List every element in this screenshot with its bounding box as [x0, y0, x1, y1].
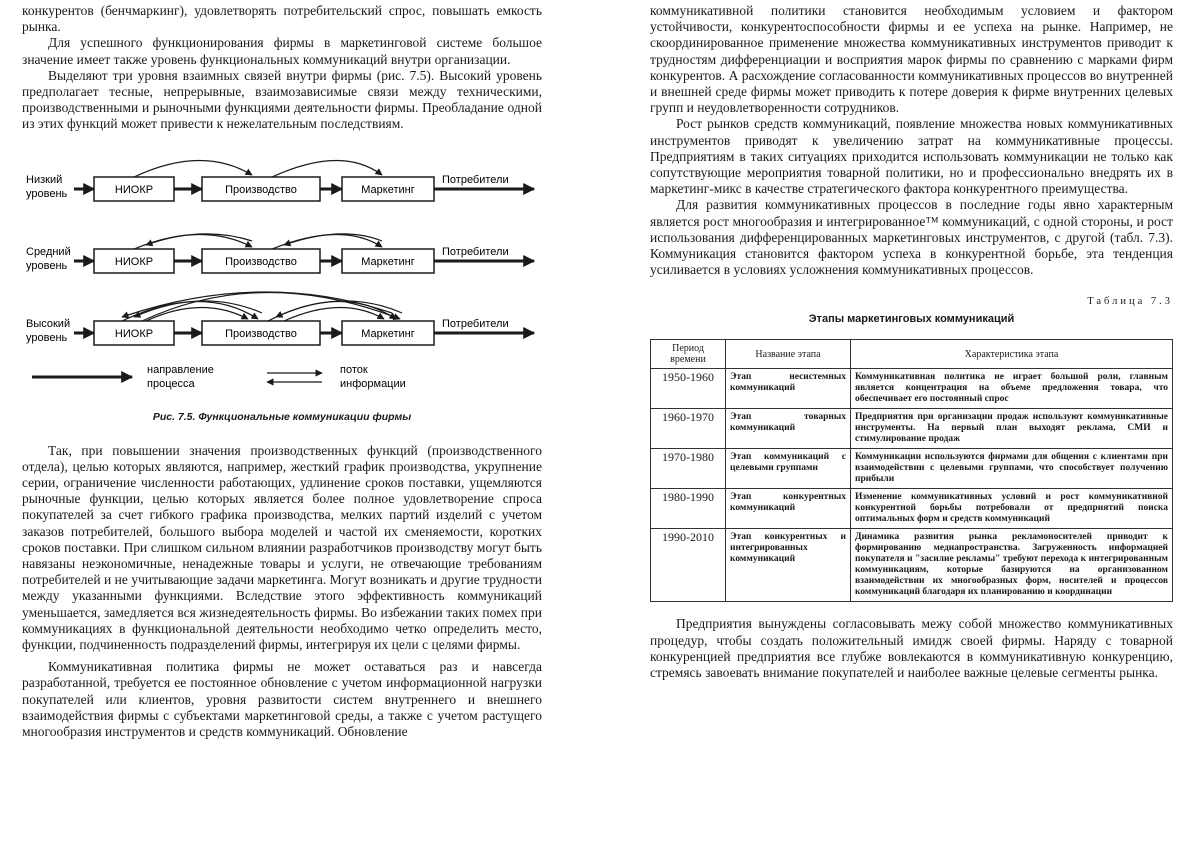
cell-char: Предприятия при организации продаж используют коммуникативные инструменты. На первый план выходят реклама, СМИ и стимулирование продаж [851, 409, 1173, 449]
box-label: Маркетинг [361, 255, 415, 268]
cell-name: Этап конкурентных и интегрированных коммуникаций [726, 529, 851, 602]
legend-label: информации [340, 377, 406, 390]
table-label: Таблица 7.3 [1087, 296, 1173, 308]
legend-label: поток [340, 363, 368, 376]
cell-char: Коммуникативная политика не играет большой роли, главным является концентрация на объеме предложения товара, что обеспечивает его постоянный спрос [851, 369, 1173, 409]
legend-label: направление [147, 363, 214, 376]
header-period: Период времени [651, 340, 726, 369]
paragraph: Выделяют три уровня взаимных связей внутри фирмы (рис. 7.5). Высокий уровень предполагает тесные, непрерывные, взаимозависимые связи между техническими, производственными и рыночными функциями деятельности фирмы. Преобладание одной из этих функций может привести к нежелательным последствиям. [22, 67, 542, 132]
cell-period: 1980-1990 [651, 489, 726, 529]
box-label: Производство [225, 327, 297, 340]
paragraph: Рост рынков средств коммуникаций, появление множества новых коммуникативных инструментов приводят к увеличению затрат на коммуникативные процессы. Предприятиям в таких ситуациях приходится использовать коммуникации не только как сопутствующие мероприятия товарной политики, но и профессионально внедрять их в маркетинг-микс в качестве стратегического фактора конкурентного преимущества. [650, 116, 1173, 197]
box-label: Маркетинг [361, 327, 415, 340]
cell-name: Этап конкурентных коммуникаций [726, 489, 851, 529]
level-label: Низкий [26, 173, 63, 186]
paragraph: Коммуникативная политика фирмы не может оставаться раз и навсегда разработанной, требуется ее постоянное обновление с учетом информационной нагрузки покупателей или клиентов, уровня развитости систем внутреннего и внешнего взаимодействия фирмы с субъектами маркетинговой среды, а также с учетом растущего многообразия инструментов и средств коммуникаций. Обновление [22, 659, 542, 740]
consumers-label: Потребители [442, 173, 509, 186]
cell-name: Этап коммуникаций с целевыми группами [726, 449, 851, 489]
left-page [22, 0, 542, 740]
level-label: Высокий [26, 317, 71, 330]
consumers-label: Потребители [442, 245, 509, 258]
cell-name: Этап несистемных коммуникаций [726, 369, 851, 409]
level-label: уровень [26, 331, 68, 344]
box-label: Маркетинг [361, 183, 415, 196]
table-row [651, 369, 1173, 409]
figure-7-5 [22, 137, 542, 405]
diagram [22, 137, 542, 405]
paragraph: Так, при повышении значения производственных функций (производственного отдела), целью которых являются, например, жесткий график производства, укрупнение серии, ограничение численности работающих, удлинение сроков поставки, ущемляются рыночные функции, целью которых является более полное удовлетворение спроса покупателей за счет гибкого графика производства, мелких партий изделий с учетом заказов потребителей, большого выбора моделей и частой их сменяемости, коротких сроков поставки. При слишком сильном влиянии разработчиков производству могут быть навязаны неэкономичные, ненадежные товары и услуги, не отвечающие требованиям потребителей и не учитывающие задачи маркетинга. Могут возникать и другие трудности между указанными функциями. Вследствие этого эффективность коммуникаций уменьшается, замедляется вся жизнедеятельность фирмы. Во избежании таких помех при коммуникациях в функциональной деятельности необходимо четко определить место, функции, подчиненность подразделений фирмы, интегрируя их цели с целями фирмы. [22, 442, 542, 653]
cell-name: Этап товарных коммуникаций [726, 409, 851, 449]
box-label: Производство [225, 183, 297, 196]
table-row [651, 489, 1173, 529]
paragraph: конкурентов (бенчмаркинг), удовлетворять потребительский спрос, повышать емкость рынка. [22, 3, 542, 35]
table-row [651, 449, 1173, 489]
header-name: Название этапа [726, 340, 851, 369]
cell-char: Коммуникации используются фирмами для общения с клиентами при взаимодействии с целевыми группами, что способствует получению прибыли [851, 449, 1173, 489]
paragraph: Для развития коммуникативных процессов в последние годы явно характерным является рост многообразия и интегрированное™ коммуникаций, с одной стороны, и рост использования дифференцированных маркетинговых инструментов, с другой (табл. 7.3). Коммуникация становится фактором успеха в конкурентной борьбе, эта тенденция усиливается в условиях усложнения коммуникативных процессов. [650, 197, 1173, 278]
table-row [651, 529, 1173, 602]
box-label: НИОКР [114, 327, 154, 340]
level-label: Средний [26, 245, 71, 258]
cell-char: Динамика развития рынка рекламоносителей приводит к формированию медиапространства. Загруженность информацией покупателя и "засилие рекламы" требуют перехода к интегрированным коммуникациям, которые базируются на организованном взаимодействии их многообразных форм, носителей и процессов коммуникаций благодаря их планированию и координации [851, 529, 1173, 602]
level-label: уровень [26, 187, 68, 200]
consumers-label: Потребители [442, 317, 509, 330]
level-label: уровень [26, 259, 68, 272]
box-label: НИОКР [114, 183, 154, 196]
header-char: Характеристика этапа [851, 340, 1173, 369]
paragraph: Предприятия вынуждены согласовывать межу собой множество коммуникативных процедур, чтобы создать положительный имидж своей фирмы. Наряду с товарной конкуренцией предприятия все глубже вовлекаются в коммуникативную конкуренцию, стремясь завоевать внимание покупателей и наиболее важные целевые сегменты рынка. [650, 616, 1173, 681]
cell-char: Изменение коммуникативных условий и рост коммуникативной конкурентной борьбы потребовали от предприятий поиска оптимальных форм и средств коммуникаций [851, 489, 1173, 529]
table-title: Этапы маркетинговых коммуникаций [808, 313, 1015, 326]
table-header-row [651, 340, 1173, 369]
cell-period: 1970-1980 [651, 449, 726, 489]
right-page [650, 0, 1173, 681]
paragraph: коммуникативной политики становится необходимым условием и фактором устойчивости, конкурентоспособности фирмы и ее успеха на рынке. Например, не скоординированное применение множества коммуникативных инструментов приводит к трудностям дифференциации и восприятия марок фирмы по сравнению с марками фирм конкурентов. А расхождение согласованности коммуникативных процессов во внутренней и внешней среде фирмы может приводить к потере доверия к фирме внутренних целевых групп и неудовлетворенности сотрудников. [650, 3, 1173, 116]
figure-caption: Рис. 7.5. Функциональные коммуникации фирмы [152, 410, 412, 423]
cell-period: 1990-2010 [651, 529, 726, 602]
cell-period: 1950-1960 [651, 369, 726, 409]
legend-label: процесса [147, 377, 195, 390]
table-row [651, 409, 1173, 449]
paragraph: Для успешного функционирования фирмы в маркетинговой системе большое значение имеет также уровень функциональных коммуникаций внутри организации. [22, 35, 542, 67]
box-label: Производство [225, 255, 297, 268]
cell-period: 1960-1970 [651, 409, 726, 449]
box-label: НИОКР [114, 255, 154, 268]
stages-table [650, 339, 1173, 602]
